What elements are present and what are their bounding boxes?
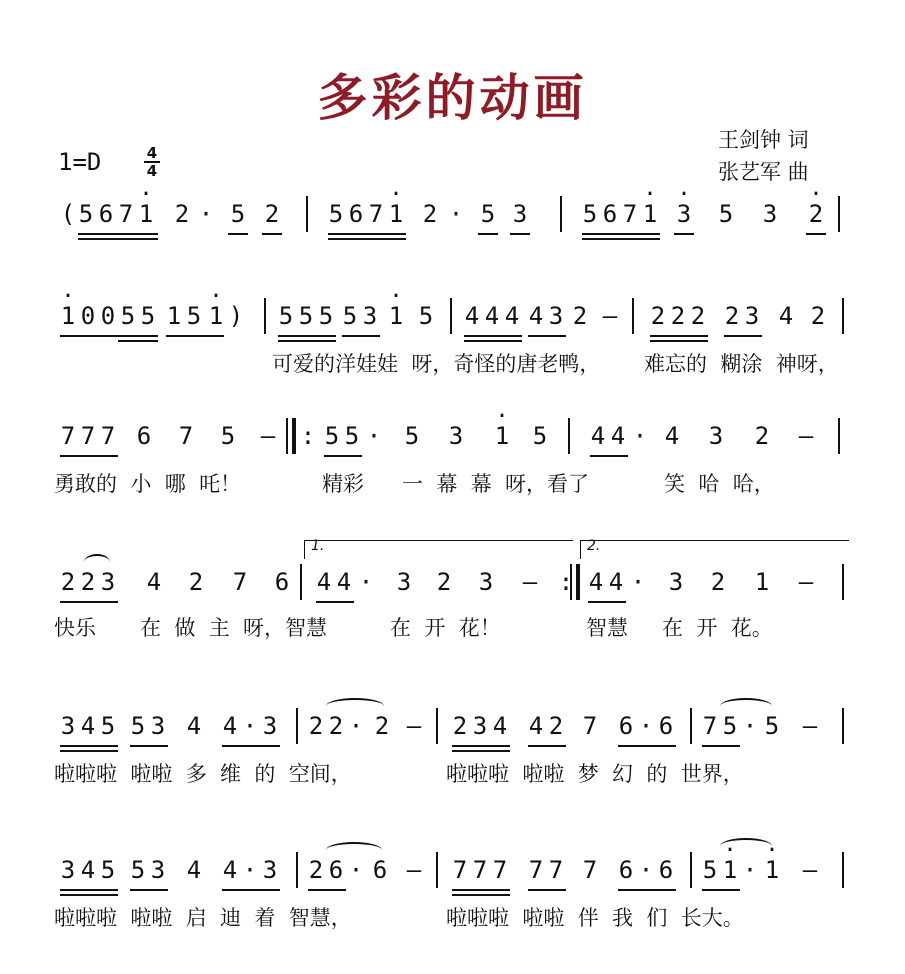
score-line-4: 2 2 3 4 2 7 6 4 4 · 3 2 3 – : 4 4 · 3 2 1 – — [0, 568, 905, 608]
lyric-line-3b: 精彩 — [322, 472, 364, 496]
lyric-line-6a: 啦啦啦 啦啦 启 迪 着 智慧， — [54, 906, 352, 930]
volta-1: 1. — [304, 540, 573, 559]
lyric-line-2b: 难忘的 糊涂 神呀， — [644, 352, 839, 376]
lyric-line-2a: 可爱的洋娃娃 呀，奇怪的唐老鸭， — [272, 352, 601, 376]
lyric-line-4b: 在 做 主 呀，智慧 — [140, 616, 328, 640]
lyric-line-6b: 啦啦啦 啦啦 伴 我 们 长大。 — [446, 906, 744, 930]
song-title: 多彩的动画 — [317, 69, 588, 127]
lyric-line-3c: 一 幕 幕 呀，看了 — [402, 472, 590, 496]
score-line-3: 7 7 7 6 7 5 – : 5 5 · 5 3 · 1 5 4 4 · 4 3 2 – — [0, 422, 905, 462]
score-line-1: ( 5 6 7 · 1 2 · 5 2 5 6 7 · 1 2 · 5 3 5 6 7 · 1 · 3 5 3 · 2 — [0, 200, 905, 240]
lyric-line-4c: 在 开 花！ — [390, 616, 501, 640]
lyric-line-3a: 勇敢的 小 哪 吒！ — [54, 472, 242, 496]
key-signature: 1=D — [58, 148, 102, 176]
lyric-line-4a: 快乐 — [54, 616, 96, 640]
lyric-line-5b: 啦啦啦 啦啦 梦 幻 的 世界， — [446, 762, 744, 786]
score-line-2: · 1 0 0 5 5 1 5 · 1 ) 5 5 5 5 3 · 1 5 4 4 4 4 3 2 – 2 2 2 2 3 4 2 — [0, 302, 905, 342]
lyricist-credit: 王剑钟 词 — [718, 128, 809, 152]
composer-credit: 张艺军 曲 — [718, 160, 809, 184]
lyric-line-4d: 智慧 — [586, 616, 628, 640]
lyric-line-5a: 啦啦啦 啦啦 多 维 的 空间， — [54, 762, 352, 786]
lyric-line-3d: 笑 哈 哈， — [664, 472, 775, 496]
lyric-line-4e: 在 开 花。 — [662, 616, 773, 640]
volta-2: 2. — [580, 540, 849, 559]
score-line-6: 3 4 5 5 3 4 4 · 3 2 6 · 6 – 7 7 7 7 7 7 6 · 6 5 · 1 · · 1 – — [0, 856, 905, 896]
time-signature: 4 4 — [142, 146, 162, 178]
score-line-5: 3 4 5 5 3 4 4 · 3 2 2 · 2 – 2 3 4 4 2 7 6 · 6 7 5 · 5 – — [0, 712, 905, 752]
